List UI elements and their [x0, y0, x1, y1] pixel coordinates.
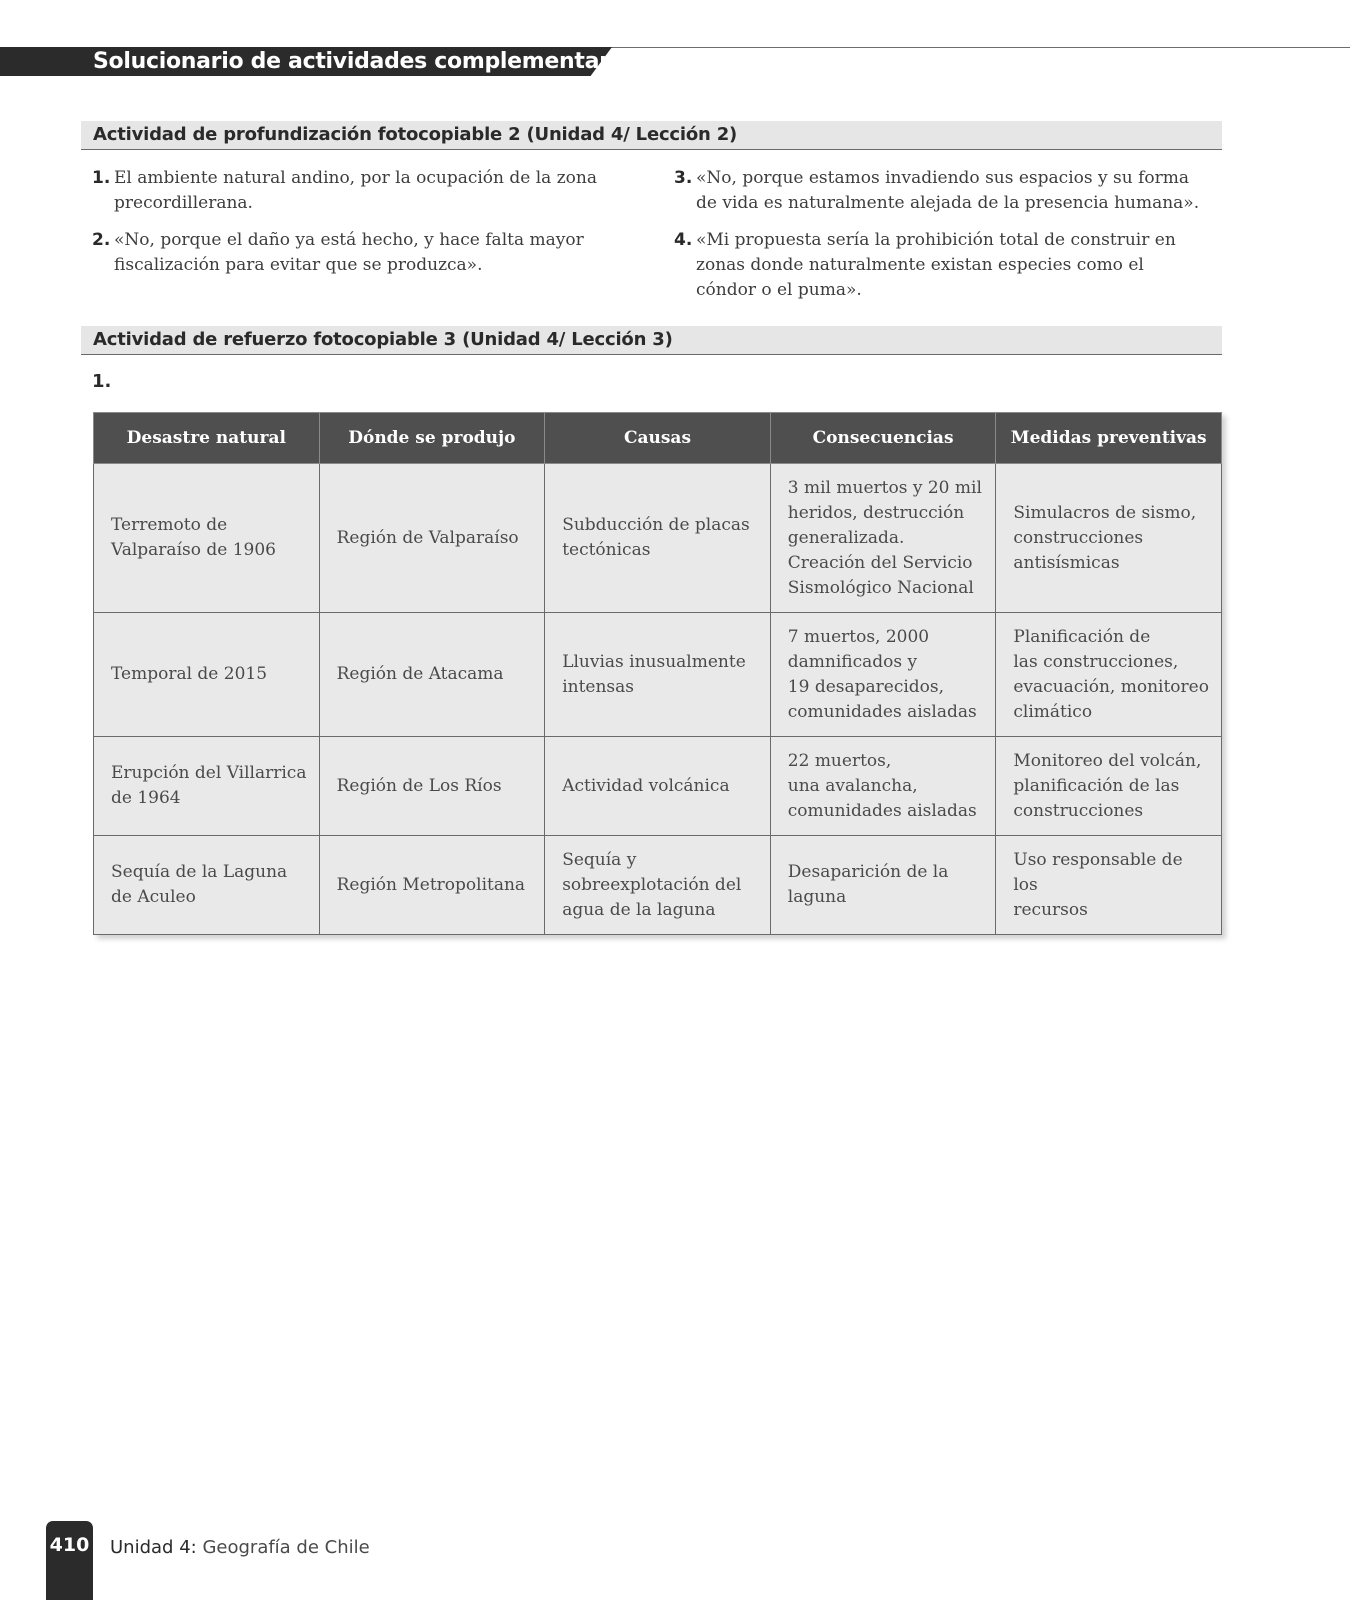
table-cell: 7 muertos, 2000 damnificados y 19 desaparecidos, comunidades aisladas: [770, 613, 996, 737]
answer-text: «No, porque estamos invadiendo sus espacios y su forma de vida es naturalmente alejada de la presencia humana».: [696, 168, 1200, 213]
table-cell: Sequía de la Laguna de Aculeo: [94, 836, 320, 935]
table-cell: Terremoto de Valparaíso de 1906: [94, 464, 320, 613]
table-cell: Uso responsable de los recursos: [996, 836, 1222, 935]
column-header: Dónde se produjo: [319, 413, 545, 464]
table-row: [94, 737, 1222, 836]
table-row: [94, 613, 1222, 737]
answer-number: 2.: [92, 230, 111, 250]
table-cell: Simulacros de sismo, construcciones antisísmicas: [996, 464, 1222, 613]
table-cell: Subducción de placas tectónicas: [545, 464, 771, 613]
column-header: Medidas preventivas: [996, 413, 1222, 464]
table-cell: Región de Atacama: [319, 613, 545, 737]
table-cell: Erupción del Villarrica de 1964: [94, 737, 320, 836]
table-cell: Planificación de las construcciones, evacuación, monitoreo climático: [996, 613, 1222, 737]
section-title: Actividad de profundización fotocopiable 2 (Unidad 4/ Lección 2): [93, 124, 738, 145]
table-cell: Región Metropolitana: [319, 836, 545, 935]
table-cell: Región de Los Ríos: [319, 737, 545, 836]
answer-number: 1.: [92, 168, 111, 188]
table-cell: Desaparición de la laguna: [770, 836, 996, 935]
column-header: Causas: [545, 413, 771, 464]
page-title: Solucionario de actividades complementarias: [93, 49, 645, 74]
answer-item: [674, 228, 1204, 303]
table-cell: 3 mil muertos y 20 mil heridos, destrucción generalizada. Creación del Servicio Sismológico Nacional: [770, 464, 996, 613]
page-number: 410: [49, 1534, 90, 1556]
page-number-tab: [46, 1521, 93, 1600]
answer-number: 4.: [674, 230, 693, 250]
section-header-profundizacion: [81, 121, 1222, 150]
table-header-row: [94, 413, 1222, 464]
answers-list: [92, 166, 1222, 306]
disasters-table: [93, 412, 1222, 935]
answer-item: [92, 166, 612, 216]
unit-name: Geografía de Chile: [202, 1537, 370, 1558]
table-cell: Región de Valparaíso: [319, 464, 545, 613]
table-cell: Monitoreo del volcán, planificación de las construcciones: [996, 737, 1222, 836]
table-cell: Actividad volcánica: [545, 737, 771, 836]
item-number: 1.: [92, 371, 112, 392]
answer-item: [92, 228, 612, 278]
unit-label: [110, 1537, 370, 1558]
unit-prefix: Unidad 4:: [110, 1537, 197, 1558]
table-row: [94, 836, 1222, 935]
answer-text: El ambiente natural andino, por la ocupación de la zona precordillerana.: [114, 168, 597, 213]
table-cell: Sequía y sobreexplotación del agua de la laguna: [545, 836, 771, 935]
column-header: Desastre natural: [94, 413, 320, 464]
answer-item: [674, 166, 1204, 216]
answer-text: «Mi propuesta sería la prohibición total de construir en zonas donde naturalmente existan especies como el cóndor o el puma».: [696, 230, 1176, 300]
table-row: [94, 464, 1222, 613]
section-title: Actividad de refuerzo fotocopiable 3 (Unidad 4/ Lección 3): [93, 329, 673, 350]
table-cell: Lluvias inusualmente intensas: [545, 613, 771, 737]
table-cell: Temporal de 2015: [94, 613, 320, 737]
table-cell: 22 muertos, una avalancha, comunidades aisladas: [770, 737, 996, 836]
answer-text: «No, porque el daño ya está hecho, y hace falta mayor fiscalización para evitar que se produzca».: [114, 230, 584, 275]
answer-number: 3.: [674, 168, 693, 188]
column-header: Consecuencias: [770, 413, 996, 464]
section-header-refuerzo: [81, 326, 1222, 355]
